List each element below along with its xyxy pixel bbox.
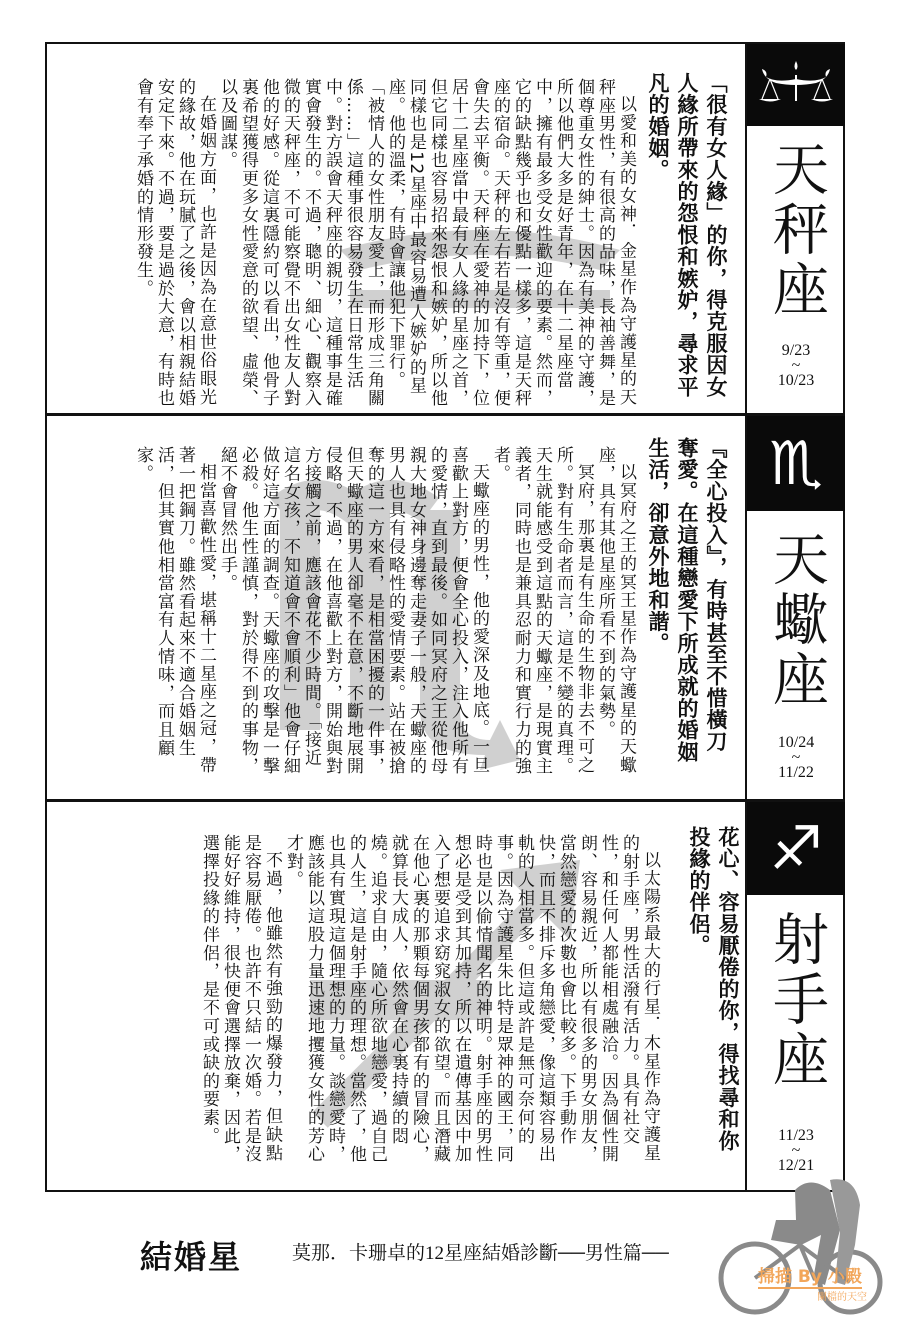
date-start: 10/24	[777, 734, 815, 751]
section-divider	[45, 799, 845, 802]
paragraph: 相當喜歡性愛，堪稱十二星座之冠，帶著一把鋼刀。雖然看起來不適合婚姻生活，但其實他相當富有人情味，而且顧家。	[133, 446, 216, 775]
headline: 「很有女人緣」的你，得克服因女人緣所帶來的怨恨和嫉妒，尋求平凡的婚姻。	[646, 72, 728, 398]
scan-credit-sub: 闌檔的天空	[817, 1292, 867, 1303]
date-separator: ~	[791, 1142, 801, 1159]
scan-credit: 掃描 By 小殿	[758, 1262, 862, 1289]
headline: 花心、容易厭倦的你，得找尋和你投緣的伴侶。	[687, 826, 740, 1152]
footer-subtitle: 莫那．卡珊卓的12星座結婚診斷──男性篇──	[292, 1243, 669, 1264]
date-start: 9/23	[781, 342, 811, 359]
date-separator: ~	[791, 749, 801, 766]
date-end: 11/22	[778, 764, 814, 781]
paragraph: 在婚姻方面，也許是因為在意世俗眼光的緣故，他在玩膩了之後，會以相親結婚安定下來。不過，要是過於大意，有時也會有奉子承婚的情形發生。	[133, 78, 216, 408]
date-range	[747, 343, 845, 388]
headline: 『全心投入』，有時甚至不惜橫刀奪愛。在這種戀愛下所成就的婚姻生活，卻意外地和諧。	[646, 437, 728, 763]
paragraph: 天蠍座的男性，他的愛深及地底。一旦喜歡上對方，便會全心投入，注入他所有的愛情，直到最後。如同冥府之王從他母親大地女神身邊奪走妻子一般，天蠍座的男人也具有侵略性的愛情要素。站在被搶奪的這一方來看，是相當困擾的一件事，但天蠍座的男人卻毫不在意，不斷地展開侵略。不過，在他喜歡上對方，開始與對方接觸之前，應該會花不少時間。「接近這名女孩，不知道會不會順利」他會仔細做好這方面的調查。天蠍座的攻擊是一擊必殺。他生性謹慎，對於得不到的事物，絕不會冒然出手。	[217, 446, 489, 776]
paragraph: 以太陽系最大的行星．木星作為守護星的射手座，男性活潑有活力。具有社交性，和任何人都能相處融洽。因為個性開朗、容易親近，所以有很多的男女朋友，當然戀愛的次數也會比較多。下手動作快，而且不排斥多角戀愛，像這類容易出軌的人相當多。但這或許是無可奈何的事。因為守護星朱比特是眾神的國王，同時也是以偷情聞名的神明。射手座的男性想必是受到其加持，所以在遺傳基因中加入了想要追求窈窕淑女的欲望。而且潛藏在他心裏的那顆每個男孩都有的冒險心，就算長大成人，依然會在心裏持續的悶燒。追求自由，隨心所欲地戀愛，過自己的人生，這是射手座的理想。當然了，他也具有實現這個理想的力量。談戀愛時，應該能以這股力量迅速地攫獲女性的芳心才對。	[283, 834, 660, 1164]
footer-logo: 結婚星	[140, 1238, 243, 1276]
paragraph: 不過，他雖然有強勁的爆發力，但缺點是容易厭倦。也許不只結一次婚。若是沒能好好維持，很快便會選擇放棄，因此，選擇投緣的伴侶，是不可或缺的要素。	[199, 834, 282, 1164]
date-end: 10/23	[777, 372, 815, 389]
scorpion-icon: ♏	[747, 416, 845, 511]
sign-title: 射手座	[764, 910, 829, 1090]
date-end: 12/21	[777, 1157, 815, 1174]
libra-scales-icon	[747, 44, 845, 126]
paragraph: 以愛和美的女神．金星作為守護星的天秤座男性，有很高的品味，長袖善舞，是個尊重女性的紳士。因為有美神的守護，所以他們大多是好青年，在十二星座當中，擁有最多受女性歡迎的要素。然而，它的缺點幾乎也和優點一樣多，這是天秤座的宿命。天秤的左右若是沒有等重，便會失去平衡。天秤座在愛神的加持下，位居十二星座當中最有女人緣的星座之首，但它同樣也容易招來怨恨和嫉妒，所以他同樣也是12星座中最容易遭人嫉妒的星座。他的溫柔，有時會讓他犯下罪行。「被情人的女性朋友愛上，而形成三角關係……」這種事很容易發生在日常生活中。對方誤會天秤座的親切，這種事是確實會發生的。不過，聰明、細心、觀察入微的天秤座，不可能察覺不出女性友人對他的好感。從這裏隱約可以看出，他骨子裏希望獲得更多女性愛意的欲望、虛榮、以及圖謀。	[217, 78, 636, 408]
paragraph: 冥府，那裏是有生命的生物非去不可之所。對有生命者而言，這是不變的真理。天生就能感受到這點的天蠍座，是現實主義者，同時也是兼具忍耐力和實行力的強者。	[490, 446, 594, 776]
sign-title: 天蠍座	[764, 530, 829, 710]
sign-title: 天秤座	[764, 140, 829, 320]
centaur-archer-icon: ♐	[747, 802, 845, 895]
body-text	[198, 834, 660, 1166]
date-start: 11/23	[778, 1127, 814, 1144]
bicycle-couple-watermark-icon	[700, 1170, 900, 1317]
date-range	[747, 735, 845, 780]
date-range	[747, 1128, 845, 1173]
body-text	[132, 446, 636, 778]
section-divider	[45, 413, 845, 416]
date-separator: ~	[791, 357, 801, 374]
paragraph: 以冥府之王的冥王星作為守護星的天蠍座，具有其他星座所看不到的氣勢。	[595, 446, 636, 775]
body-text	[132, 78, 636, 410]
